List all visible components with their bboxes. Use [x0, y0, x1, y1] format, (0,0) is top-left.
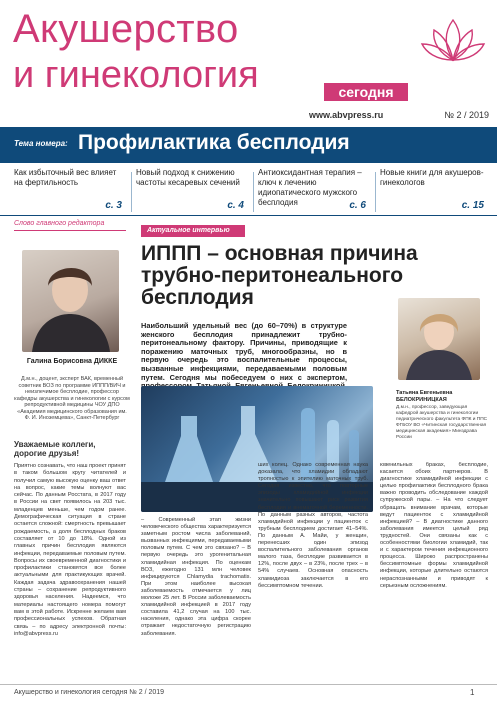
- footer-rule: [0, 684, 497, 685]
- teaser-text: Как избыточный вес влияет на фертильность: [14, 168, 117, 187]
- journal-title-line2: и гинекология: [13, 54, 259, 96]
- article-title: ИППП – основная причина трубно-перитонеального бесплодия: [141, 242, 418, 309]
- expert-bio: Д.м.н., профессор, заведующая кафедрой акушерства и гинекологии педиатрического факультета ФПК и ППС ФГБОУ ВО «Читинская государственная медицинская академия» Минздрава России: [396, 405, 488, 440]
- teaser-1[interactable]: [14, 168, 126, 213]
- editor-heading: Слово главного редактора: [14, 220, 105, 227]
- journal-url[interactable]: www.abvpress.ru: [309, 110, 384, 120]
- footer-text: Акушерство и гинекология сегодня № 2 / 2019: [14, 689, 165, 696]
- article-rubric: Актуальное интервью: [141, 225, 245, 237]
- article-column-1: – Современный этап жизни человеческого общества характеризуется заметным ростом числа заболеваний, вызванных инфекциями, передаваемыми половым путем. С чем это связано? – В первую очередь это урогенитальная хламидийная инфекция. По оценкам ВОЗ, ежегодно 131 млн человек инфицируются Chlamydia trachomatis. При этом наиболее высокая заболеваемость отмечается у лиц моложе 25 лет. В России заболеваемость хламидийной инфекцией в 2017 году составила 41,2 случая на 100 тыс. населения, однако эта цифра скорее отражает недостаточную регистрацию заболевания.: [141, 517, 251, 637]
- lotus-logo-icon: [418, 10, 488, 72]
- teaser-page: с. 3: [105, 200, 122, 211]
- expert-name: Татьяна Евгеньевна БЕЛОКРИНИЦКАЯ: [396, 390, 453, 403]
- section-divider: [0, 215, 497, 216]
- page-number: 1: [470, 688, 475, 697]
- journal-badge: сегодня: [324, 83, 408, 101]
- teaser-divider: [375, 172, 376, 212]
- teaser-page: с. 6: [349, 200, 366, 211]
- teaser-divider: [131, 172, 132, 212]
- editor-heading-rule: [14, 230, 126, 231]
- teaser-page: с. 15: [461, 200, 484, 211]
- editor-bio: Д.м.н., доцент, эксперт ВАК, временный советник ВОЗ по программе ИППП/ВИЧ и неизлечимое бесплодие, профессор кафедры акушерства и гинекологии с курсом репродуктивной медицины ЧОУ ДПО «Академия медицинского образования им. Ф. И. Иноземцева», Санкт-Петербург: [14, 376, 130, 421]
- teaser-text: Антиоксидантная терапия – ключ к лечению идиопатического мужского бесплодия: [258, 168, 362, 207]
- editor-greeting: Уважаемые коллеги, дорогие друзья!: [14, 440, 96, 458]
- editor-name: Галина Борисовна ДИККЕ: [26, 358, 118, 365]
- teaser-text: Новый подход к снижению частоты кесаревых сечений: [136, 168, 240, 187]
- editor-photo: [22, 250, 119, 352]
- theme-label: Тема номера:: [14, 139, 68, 148]
- article-lead: Наибольший удельный вес (до 60–70%) в структуре женского бесплодия принадлежит трубно-перитонеальному фактору. Причины, приводящие к поражению маточных труб, многообразны, но в первую очередь это воспалительные процессы, вызванные инфекциями, передаваемыми половым путем. Сегодня мы побеседуем о них с экспертом,: [141, 321, 347, 382]
- expert-photo: [398, 298, 480, 380]
- teaser-text: Новые книги для акушеров-гинекологов: [380, 168, 484, 187]
- theme-title: Профилактика бесплодия: [78, 131, 350, 154]
- journal-title: Акушерство: [13, 7, 239, 51]
- article-column-3: ювенильных браках, бесплодие, касается обоих партнеров. В диагностике хламидийной инфекции с целью профилактики бесплодного брака важно проводить обследование каждой супружеской пары. – На что следует обращать внимание врачам, которые ведут пациенток с хламидийной инфекцией? – В диагностике данного заболевания имеется целый ряд трудностей. Они связаны как с особенностями биологии хламидий, так и с характером течения инфекционного процесса. Широко распространены бессимптомные формы хламидийной инфекции, которые длительно остаются нераспознанными и приводят к серьезным осложнениям.: [380, 462, 488, 589]
- teaser-2[interactable]: [136, 168, 248, 213]
- article-column-2: ших колец. Однако современная наука доказала, что хламидии обладают тропностью к эпителию маточных труб. Сегодня известно, что повторные эпизоды хламидийной инфекции значительно повышают риск развития бесплодия и внематочной беременности. По данным разных авторов, частота хламидийной инфекции у пациенток с трубным бесплодием достигает 41–54%. По данным А. Майи, у женщин, перенесших один эпизод воспалительного заболевания органов малого таза, бесплодие развивается в 12%, после двух – в 23%, после трех – в 54% случаев. Основная опасность хламидиоза заключается в его бессимптомном течении.: [258, 462, 368, 589]
- teaser-4[interactable]: [380, 168, 488, 213]
- teaser-divider: [253, 172, 254, 212]
- issue-number: № 2 / 2019: [444, 110, 489, 120]
- teaser-page: с. 4: [227, 200, 244, 211]
- teaser-3[interactable]: [258, 168, 370, 213]
- editor-letter: Приятно сознавать, что наш проект принят в таком большом кругу читателей и получил самую высокую оценку ваш ответ на вопрос, какие темы волнуют вас сейчас. По данным Росстата, в 2017 году в России на свет появилось на 203 тыс. младенцев меньше, чем годом ранее. Демографическая ситуация в стране остается сложной: смертность превышает рождаемость, а доля бесплодных браков составляет от 10 до 18%. Одной из главных причин бесплодия являются инфекции, передаваемые половым путем. Вопросы их своевременной диагностики и профилактики становятся все более актуальными для практикующих врачей. Каждая задача здравоохранения нашей страны – сохранение репродуктивного здоровья населения. Надеемся, что материалы настоящего номера помогут вам в этой работе. Искренне желаем вам профессиональных успехов. Обратная связь – по адресу электронной почты: info@abvpress.ru: [14, 463, 127, 637]
